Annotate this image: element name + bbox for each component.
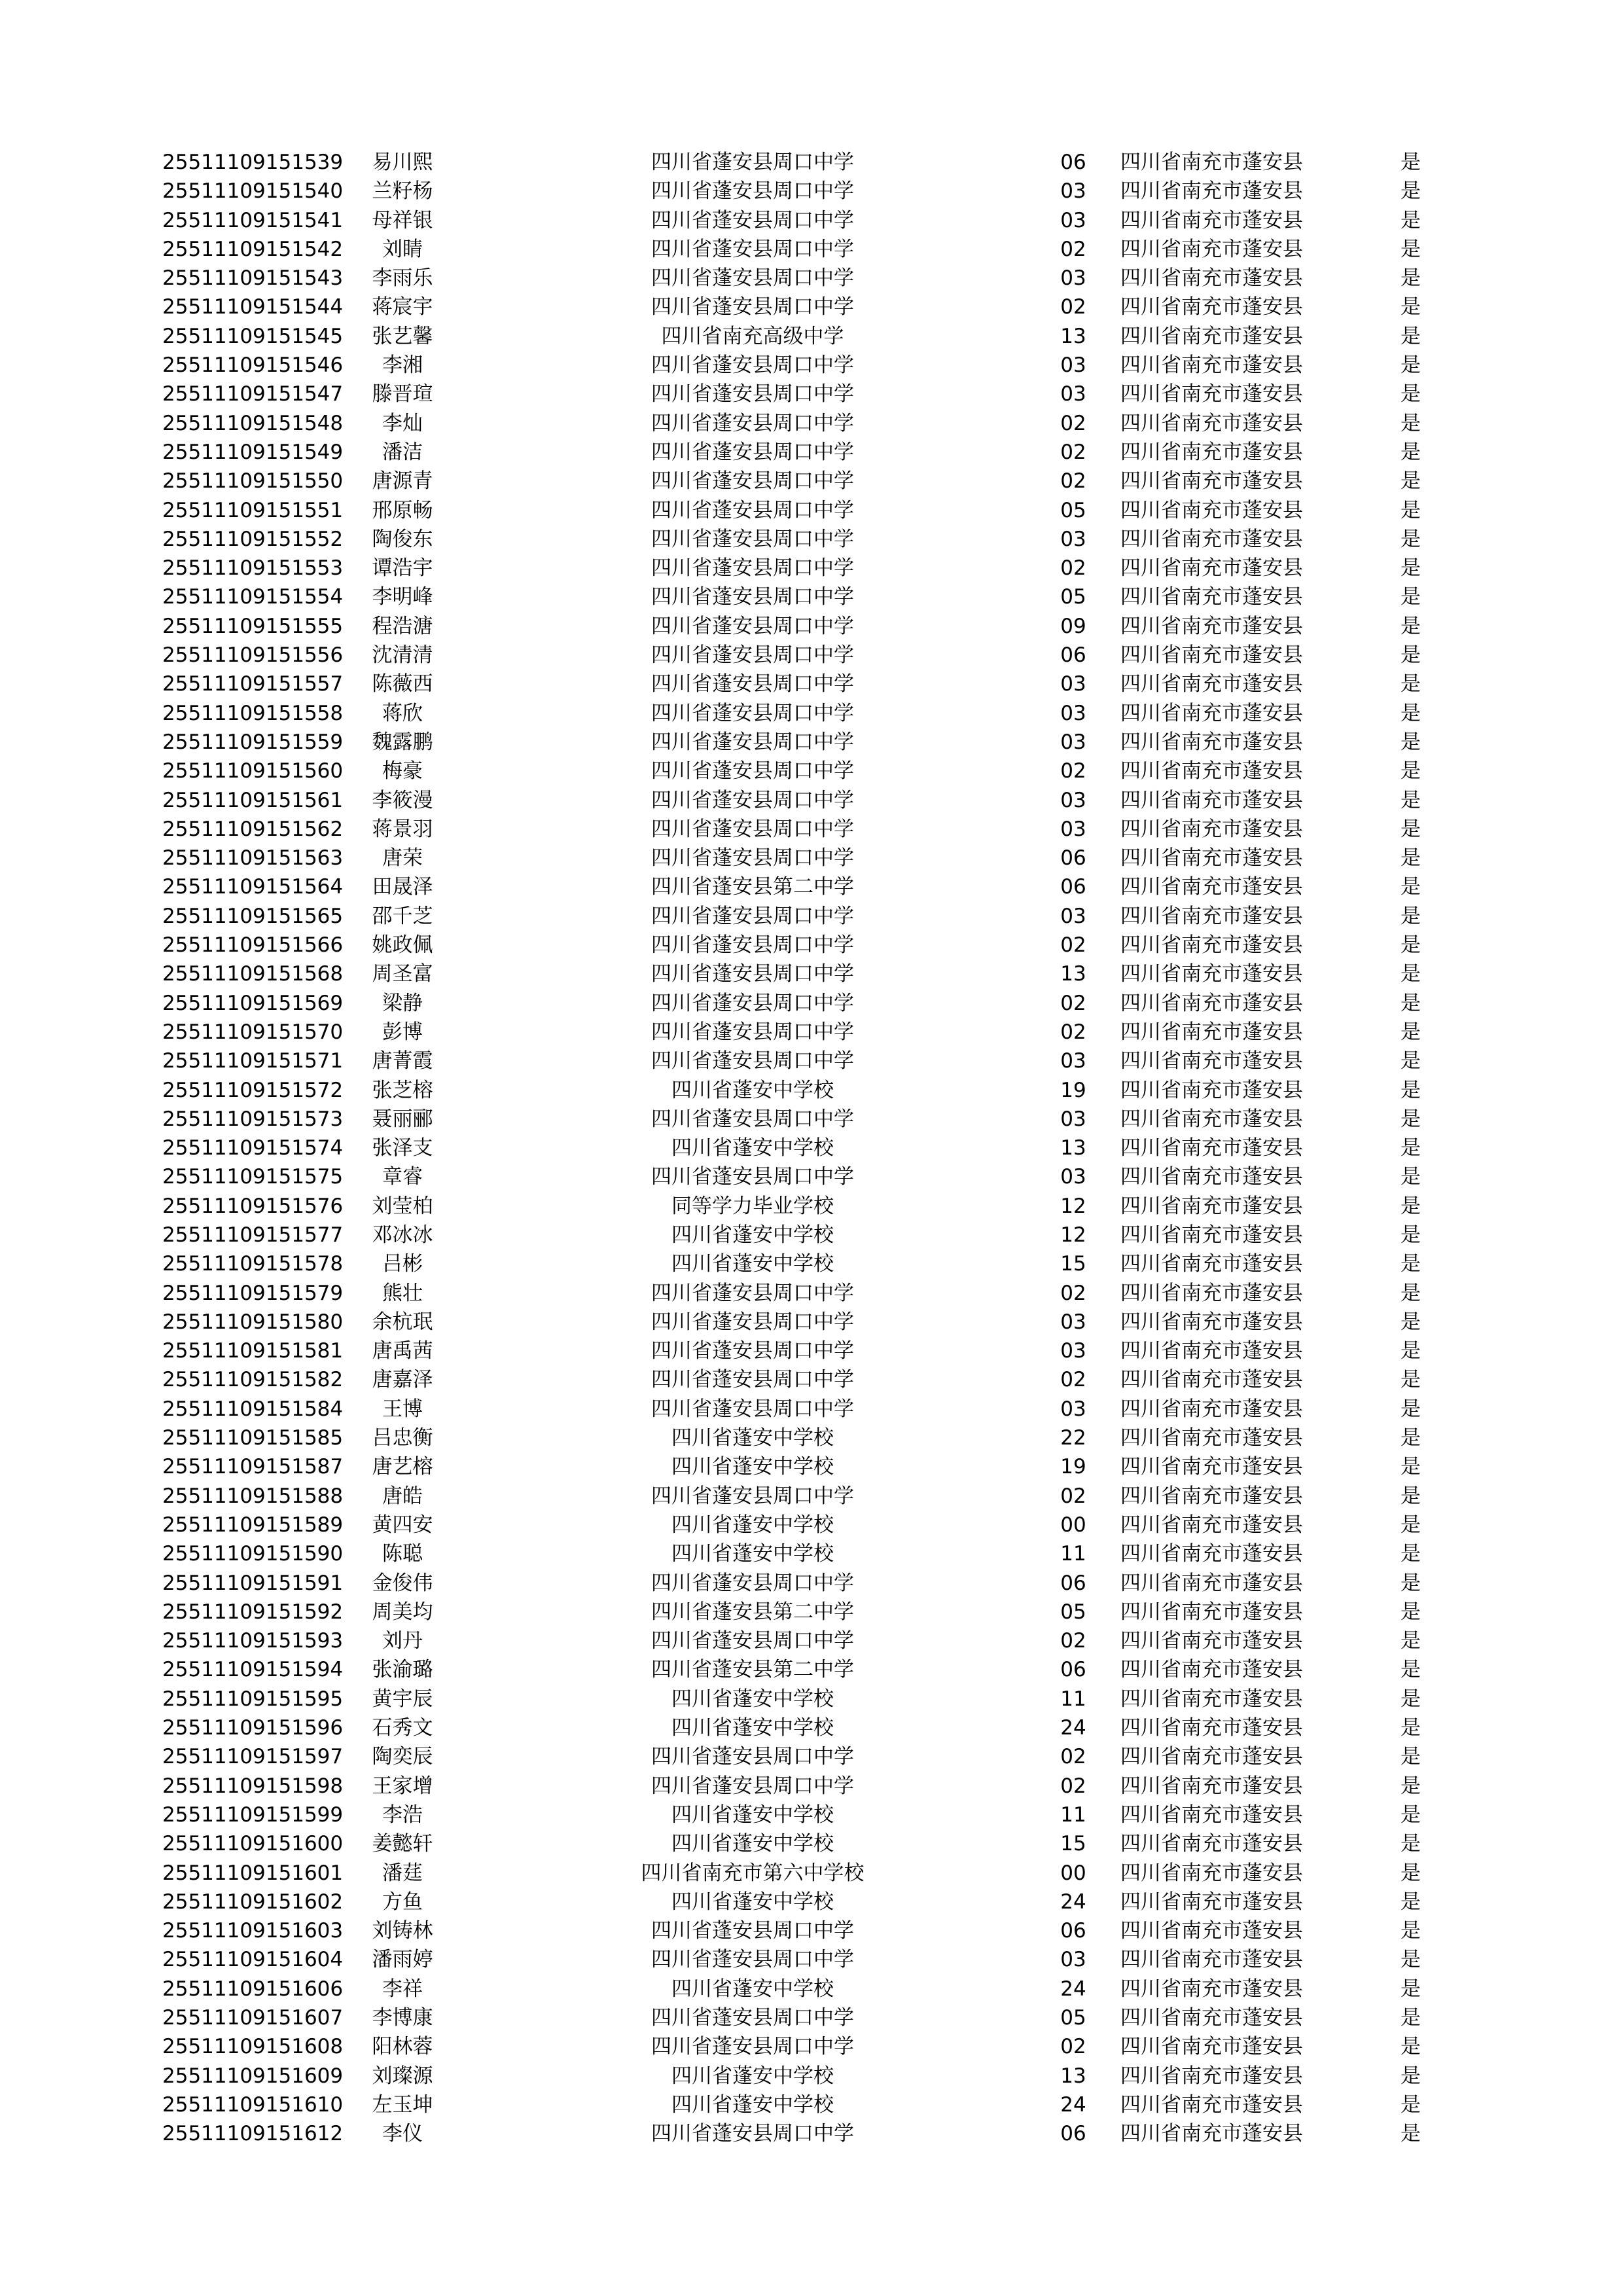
region-cell: 四川省南充市蓬安县 [1120,237,1303,261]
region-cell: 四川省南充市蓬安县 [1120,1919,1303,1943]
region-cell: 四川省南充市蓬安县 [1120,2006,1303,2030]
flag-cell: 是 [1400,672,1421,696]
region-cell: 四川省南充市蓬安县 [1120,817,1303,841]
table-row: 25511109151600 姜懿轩 四川省蓬安中学校 15 四川省南充市蓬安县 是 [0,1829,1623,1858]
record-id-cell: 25511109151609 [162,2064,344,2088]
table-row: 25511109151581 唐禹茜 四川省蓬安县周口中学 03 四川省南充市蓬安县 是 [0,1336,1623,1365]
flag-cell: 是 [1400,1658,1421,1682]
table-row: 25511109151598 王家增 四川省蓬安县周口中学 02 四川省南充市蓬安县 是 [0,1772,1623,1801]
table-row: 25511109151575 章睿 四川省蓬安县周口中学 03 四川省南充市蓬安县 是 [0,1162,1623,1191]
region-cell: 四川省南充市蓬安县 [1120,585,1303,609]
table-row: 25511109151596 石秀文 四川省蓬安中学校 24 四川省南充市蓬安县 是 [0,1713,1623,1742]
flag-cell: 是 [1400,1832,1421,1856]
record-id-cell: 25511109151590 [162,1542,344,1566]
region-cell: 四川省南充市蓬安县 [1120,1774,1303,1798]
flag-cell: 是 [1400,1368,1421,1392]
flag-cell: 是 [1400,1281,1421,1305]
flag-cell: 是 [1400,1977,1421,2001]
flag-cell: 是 [1400,266,1421,291]
flag-cell: 是 [1400,643,1421,668]
region-cell: 四川省南充市蓬安县 [1120,1600,1303,1624]
record-id-cell: 25511109151587 [162,1455,344,1479]
flag-cell: 是 [1400,1397,1421,1421]
table-row: 25511109151549 潘洁 四川省蓬安县周口中学 02 四川省南充市蓬安县 是 [0,438,1623,467]
table-row: 25511109151566 姚政佩 四川省蓬安县周口中学 02 四川省南充市蓬安县 是 [0,931,1623,960]
record-id-cell: 25511109151562 [162,817,344,841]
record-id-cell: 25511109151606 [162,1977,344,2001]
record-id-cell: 25511109151564 [162,875,344,899]
record-id-cell: 25511109151584 [162,1397,344,1421]
flag-cell: 是 [1400,846,1421,870]
table-row: 25511109151602 方鱼 四川省蓬安中学校 24 四川省南充市蓬安县 是 [0,1888,1623,1916]
table-row: 25511109151551 邢原畅 四川省蓬安县周口中学 05 四川省南充市蓬安县 是 [0,496,1623,525]
record-id-cell: 25511109151544 [162,295,344,319]
table-row: 25511109151571 唐菁霞 四川省蓬安县周口中学 03 四川省南充市蓬安县 是 [0,1047,1623,1075]
flag-cell: 是 [1400,1194,1421,1218]
region-cell: 四川省南充市蓬安县 [1120,440,1303,464]
region-cell: 四川省南充市蓬安县 [1120,991,1303,1015]
region-cell: 四川省南充市蓬安县 [1120,1716,1303,1740]
region-cell: 四川省南充市蓬安县 [1120,1687,1303,1711]
table-row: 25511109151548 李灿 四川省蓬安县周口中学 02 四川省南充市蓬安县 是 [0,409,1623,438]
flag-cell: 是 [1400,179,1421,204]
record-id-cell: 25511109151572 [162,1078,344,1102]
record-id-cell: 25511109151549 [162,440,344,464]
region-cell: 四川省南充市蓬安县 [1120,1107,1303,1131]
region-cell: 四川省南充市蓬安县 [1120,643,1303,668]
flag-cell: 是 [1400,556,1421,581]
flag-cell: 是 [1400,1745,1421,1769]
record-id-cell: 25511109151566 [162,933,344,958]
flag-cell: 是 [1400,1890,1421,1914]
flag-cell: 是 [1400,904,1421,928]
table-row: 25511109151560 梅豪 四川省蓬安县周口中学 02 四川省南充市蓬安县 是 [0,757,1623,785]
region-cell: 四川省南充市蓬安县 [1120,759,1303,783]
record-id-cell: 25511109151599 [162,1803,344,1827]
table-row: 25511109151573 聂丽郦 四川省蓬安县周口中学 03 四川省南充市蓬安县 是 [0,1105,1623,1134]
record-id-cell: 25511109151543 [162,266,344,291]
table-row: 25511109151564 田晟泽 四川省蓬安县第二中学 06 四川省南充市蓬安县 是 [0,872,1623,901]
record-id-cell: 25511109151598 [162,1774,344,1798]
record-id-cell: 25511109151545 [162,324,344,348]
table-row: 25511109151565 邵千芝 四川省蓬安县周口中学 03 四川省南充市蓬安县 是 [0,902,1623,931]
region-cell: 四川省南充市蓬安县 [1120,1803,1303,1827]
record-id-cell: 25511109151548 [162,411,344,435]
table-row: 25511109151585 吕忠衡 四川省蓬安中学校 22 四川省南充市蓬安县 是 [0,1424,1623,1452]
record-id-cell: 25511109151610 [162,2092,344,2117]
region-cell: 四川省南充市蓬安县 [1120,875,1303,899]
region-cell: 四川省南充市蓬安县 [1120,295,1303,319]
flag-cell: 是 [1400,1136,1421,1160]
region-cell: 四川省南充市蓬安县 [1120,1861,1303,1885]
record-id-cell: 25511109151592 [162,1600,344,1624]
region-cell: 四川省南充市蓬安县 [1120,324,1303,348]
table-row: 25511109151610 左玉坤 四川省蓬安中学校 24 四川省南充市蓬安县 是 [0,2090,1623,2119]
record-id-cell: 25511109151560 [162,759,344,783]
flag-cell: 是 [1400,2092,1421,2117]
flag-cell: 是 [1400,151,1421,174]
flag-cell: 是 [1400,1861,1421,1885]
flag-cell: 是 [1400,1223,1421,1247]
region-cell: 四川省南充市蓬安县 [1120,1977,1303,2001]
region-cell: 四川省南充市蓬安县 [1120,701,1303,725]
record-id-cell: 25511109151576 [162,1194,344,1218]
table-row: 25511109151547 滕晋瑄 四川省蓬安县周口中学 03 四川省南充市蓬安县 是 [0,380,1623,408]
flag-cell: 是 [1400,759,1421,783]
record-id-cell: 25511109151607 [162,2006,344,2030]
flag-cell: 是 [1400,933,1421,958]
table-row: 25511109151612 李仪 四川省蓬安县周口中学 06 四川省南充市蓬安县 是 [0,2119,1623,2148]
region-cell: 四川省南充市蓬安县 [1120,1165,1303,1189]
flag-cell: 是 [1400,1600,1421,1624]
region-cell: 四川省南充市蓬安县 [1120,1542,1303,1566]
table-row: 25511109151606 李祥 四川省蓬安中学校 24 四川省南充市蓬安县 是 [0,1975,1623,2003]
table-row: 25511109151561 李筱漫 四川省蓬安县周口中学 03 四川省南充市蓬安县 是 [0,786,1623,815]
flag-cell: 是 [1400,1426,1421,1450]
record-id-cell: 25511109151559 [162,730,344,754]
table-row: 25511109151580 余杭珉 四川省蓬安县周口中学 03 四川省南充市蓬安县 是 [0,1308,1623,1336]
table-row: 25511109151604 潘雨婷 四川省蓬安县周口中学 03 四川省南充市蓬安县 是 [0,1945,1623,1974]
flag-cell: 是 [1400,295,1421,319]
region-cell: 四川省南充市蓬安县 [1120,1571,1303,1595]
record-id-cell: 25511109151565 [162,904,344,928]
table-row: 25511109151550 唐源青 四川省蓬安县周口中学 02 四川省南充市蓬安县 是 [0,467,1623,495]
region-cell: 四川省南充市蓬安县 [1120,1078,1303,1102]
region-cell: 四川省南充市蓬安县 [1120,1948,1303,1972]
table-row: 25511109151556 沈清清 四川省蓬安县周口中学 06 四川省南充市蓬安县 是 [0,641,1623,670]
region-cell: 四川省南充市蓬安县 [1120,179,1303,204]
region-cell: 四川省南充市蓬安县 [1120,2092,1303,2117]
record-id-cell: 25511109151539 [162,151,344,174]
table-row: 25511109151595 黄宇辰 四川省蓬安中学校 11 四川省南充市蓬安县 是 [0,1685,1623,1713]
table-row: 25511109151558 蒋欣 四川省蓬安县周口中学 03 四川省南充市蓬安县 是 [0,699,1623,728]
table-row: 25511109151541 母祥银 四川省蓬安县周口中学 03 四川省南充市蓬安县 是 [0,206,1623,235]
record-id-cell: 25511109151588 [162,1484,344,1508]
table-row: 25511109151597 陶奕辰 四川省蓬安县周口中学 02 四川省南充市蓬安县 是 [0,1742,1623,1771]
flag-cell: 是 [1400,1629,1421,1653]
region-cell: 四川省南充市蓬安县 [1120,1629,1303,1653]
record-id-cell: 25511109151608 [162,2035,344,2059]
region-cell: 四川省南充市蓬安县 [1120,1426,1303,1450]
flag-cell: 是 [1400,1948,1421,1972]
record-id-cell: 25511109151604 [162,1948,344,1972]
flag-cell: 是 [1400,1252,1421,1276]
table-row: 25511109151599 李浩 四川省蓬安中学校 11 四川省南充市蓬安县 是 [0,1801,1623,1829]
region-cell: 四川省南充市蓬安县 [1120,556,1303,581]
region-cell: 四川省南充市蓬安县 [1120,1223,1303,1247]
table-row: 25511109151608 阳林蓉 四川省蓬安县周口中学 02 四川省南充市蓬安县 是 [0,2032,1623,2061]
flag-cell: 是 [1400,788,1421,812]
record-id-cell: 25511109151594 [162,1658,344,1682]
record-id-cell: 25511109151580 [162,1310,344,1334]
record-id-cell: 25511109151554 [162,585,344,609]
record-id-cell: 25511109151571 [162,1049,344,1073]
table-row: 25511109151544 蒋宸宇 四川省蓬安县周口中学 02 四川省南充市蓬安县 是 [0,293,1623,321]
flag-cell: 是 [1400,498,1421,522]
region-cell: 四川省南充市蓬安县 [1120,1745,1303,1769]
flag-cell: 是 [1400,585,1421,609]
flag-cell: 是 [1400,817,1421,841]
flag-cell: 是 [1400,730,1421,754]
region-cell: 四川省南充市蓬安县 [1120,1252,1303,1276]
region-cell: 四川省南充市蓬安县 [1120,1513,1303,1537]
table-row: 25511109151601 潘莛 四川省南充市第六中学校 00 四川省南充市蓬安县 是 [0,1859,1623,1888]
flag-cell: 是 [1400,1339,1421,1363]
record-id-cell: 25511109151573 [162,1107,344,1131]
flag-cell: 是 [1400,2006,1421,2030]
table-row: 25511109151578 吕彬 四川省蓬安中学校 15 四川省南充市蓬安县 是 [0,1249,1623,1278]
flag-cell: 是 [1400,1165,1421,1189]
record-id-cell: 25511109151589 [162,1513,344,1537]
flag-cell: 是 [1400,440,1421,464]
flag-cell: 是 [1400,875,1421,899]
flag-cell: 是 [1400,1310,1421,1334]
table-row: 25511109151587 唐艺榕 四川省蓬安中学校 19 四川省南充市蓬安县 是 [0,1452,1623,1481]
table-row: 25511109151543 李雨乐 四川省蓬安县周口中学 03 四川省南充市蓬安县 是 [0,264,1623,293]
region-cell: 四川省南充市蓬安县 [1120,846,1303,870]
flag-cell: 是 [1400,353,1421,378]
record-id-cell: 25511109151575 [162,1165,344,1189]
table-row: 25511109151594 张渝璐 四川省蓬安县第二中学 06 四川省南充市蓬安县 是 [0,1655,1623,1684]
table-row: 25511109151576 刘莹柏 同等学力毕业学校 12 四川省南充市蓬安县 是 [0,1192,1623,1221]
flag-cell: 是 [1400,962,1421,986]
record-id-cell: 25511109151542 [162,237,344,261]
table-row: 25511109151579 熊壮 四川省蓬安县周口中学 02 四川省南充市蓬安县 是 [0,1279,1623,1308]
record-id-cell: 25511109151555 [162,614,344,638]
flag-cell: 是 [1400,1774,1421,1798]
record-id-cell: 25511109151602 [162,1890,344,1914]
table-row: 25511109151554 李明峰 四川省蓬安县周口中学 05 四川省南充市蓬安县 是 [0,583,1623,611]
table-row: 25511109151557 陈薇西 四川省蓬安县周口中学 03 四川省南充市蓬安县 是 [0,670,1623,698]
flag-cell: 是 [1400,1484,1421,1508]
flag-cell: 是 [1400,1078,1421,1102]
table-row: 25511109151603 刘铸林 四川省蓬安县周口中学 06 四川省南充市蓬安县 是 [0,1916,1623,1945]
region-cell: 四川省南充市蓬安县 [1120,1194,1303,1218]
record-id-cell: 25511109151563 [162,846,344,870]
region-cell: 四川省南充市蓬安县 [1120,1310,1303,1334]
record-id-cell: 25511109151579 [162,1281,344,1305]
flag-cell: 是 [1400,382,1421,406]
region-cell: 四川省南充市蓬安县 [1120,2122,1303,2146]
flag-cell: 是 [1400,991,1421,1015]
table-row: 25511109151555 程浩溏 四川省蓬安县周口中学 09 四川省南充市蓬安县 是 [0,612,1623,641]
flag-cell: 是 [1400,1803,1421,1827]
flag-cell: 是 [1400,1542,1421,1566]
region-cell: 四川省南充市蓬安县 [1120,672,1303,696]
flag-cell: 是 [1400,527,1421,551]
record-table [0,148,1623,2148]
table-row: 25511109151590 陈聪 四川省蓬安中学校 11 四川省南充市蓬安县 是 [0,1539,1623,1568]
flag-cell: 是 [1400,208,1421,232]
region-cell: 四川省南充市蓬安县 [1120,1281,1303,1305]
flag-cell: 是 [1400,1919,1421,1943]
record-id-cell: 25511109151553 [162,556,344,581]
region-cell: 四川省南充市蓬安县 [1120,498,1303,522]
region-cell: 四川省南充市蓬安县 [1120,1484,1303,1508]
table-row: 25511109151607 李博康 四川省蓬安县周口中学 05 四川省南充市蓬安县 是 [0,2003,1623,2032]
record-id-cell: 25511109151556 [162,643,344,668]
flag-cell: 是 [1400,1687,1421,1711]
table-row: 25511109151563 唐荣 四川省蓬安县周口中学 06 四川省南充市蓬安县 是 [0,844,1623,872]
record-id-cell: 25511109151541 [162,208,344,232]
record-id-cell: 25511109151558 [162,701,344,725]
table-row: 25511109151609 刘璨源 四川省蓬安中学校 13 四川省南充市蓬安县 是 [0,2062,1623,2090]
flag-cell: 是 [1400,1513,1421,1537]
region-cell: 四川省南充市蓬安县 [1120,208,1303,232]
flag-cell: 是 [1400,237,1421,261]
record-id-cell: 25511109151591 [162,1571,344,1595]
record-id-cell: 25511109151546 [162,353,344,378]
region-cell: 四川省南充市蓬安县 [1120,353,1303,378]
record-id-cell: 25511109151547 [162,382,344,406]
region-cell: 四川省南充市蓬安县 [1120,151,1303,174]
table-row: 25511109151552 陶俊东 四川省蓬安县周口中学 03 四川省南充市蓬安县 是 [0,525,1623,554]
region-cell: 四川省南充市蓬安县 [1120,469,1303,493]
record-id-cell: 25511109151561 [162,788,344,812]
region-cell: 四川省南充市蓬安县 [1120,266,1303,291]
region-cell: 四川省南充市蓬安县 [1120,1339,1303,1363]
region-cell: 四川省南充市蓬安县 [1120,1890,1303,1914]
record-id-cell: 25511109151557 [162,672,344,696]
flag-cell: 是 [1400,1049,1421,1073]
region-cell: 四川省南充市蓬安县 [1120,730,1303,754]
table-row: 25511109151593 刘丹 四川省蓬安县周口中学 02 四川省南充市蓬安县 是 [0,1626,1623,1655]
region-cell: 四川省南充市蓬安县 [1120,1397,1303,1421]
record-id-cell: 25511109151551 [162,498,344,522]
flag-cell: 是 [1400,469,1421,493]
flag-cell: 是 [1400,1455,1421,1479]
table-row: 25511109151592 周美均 四川省蓬安县第二中学 05 四川省南充市蓬安县 是 [0,1598,1623,1626]
region-cell: 四川省南充市蓬安县 [1120,614,1303,638]
table-row: 25511109151545 张艺馨 四川省南充高级中学 13 四川省南充市蓬安县 是 [0,322,1623,351]
region-cell: 四川省南充市蓬安县 [1120,788,1303,812]
region-cell: 四川省南充市蓬安县 [1120,962,1303,986]
record-id-cell: 25511109151600 [162,1832,344,1856]
flag-cell: 是 [1400,1107,1421,1131]
record-id-cell: 25511109151570 [162,1020,344,1044]
table-row: 25511109151574 张泽支 四川省蓬安中学校 13 四川省南充市蓬安县 是 [0,1134,1623,1162]
region-cell: 四川省南充市蓬安县 [1120,382,1303,406]
record-id-cell: 25511109151596 [162,1716,344,1740]
table-row: 25511109151542 刘睛 四川省蓬安县周口中学 02 四川省南充市蓬安县 是 [0,235,1623,264]
table-row: 25511109151559 魏露鹏 四川省蓬安县周口中学 03 四川省南充市蓬安县 是 [0,728,1623,757]
region-cell: 四川省南充市蓬安县 [1120,933,1303,958]
record-id-cell: 25511109151569 [162,991,344,1015]
region-cell: 四川省南充市蓬安县 [1120,1020,1303,1044]
table-row: 25511109151570 彭博 四川省蓬安县周口中学 02 四川省南充市蓬安县 是 [0,1018,1623,1047]
record-id-cell: 25511109151597 [162,1745,344,1769]
table-row: 25511109151546 李湘 四川省蓬安县周口中学 03 四川省南充市蓬安县 是 [0,351,1623,380]
record-id-cell: 25511109151540 [162,179,344,204]
region-cell: 四川省南充市蓬安县 [1120,1368,1303,1392]
record-id-cell: 25511109151601 [162,1861,344,1885]
region-cell: 四川省南充市蓬安县 [1120,2064,1303,2088]
table-row: 25511109151572 张芝榕 四川省蓬安中学校 19 四川省南充市蓬安县 是 [0,1076,1623,1105]
region-cell: 四川省南充市蓬安县 [1120,2035,1303,2059]
record-id-cell: 25511109151593 [162,1629,344,1653]
flag-cell: 是 [1400,324,1421,348]
region-cell: 四川省南充市蓬安县 [1120,527,1303,551]
record-id-cell: 25511109151550 [162,469,344,493]
table-row: 25511109151584 王博 四川省蓬安县周口中学 03 四川省南充市蓬安县 是 [0,1395,1623,1424]
table-row: 25511109151582 唐嘉泽 四川省蓬安县周口中学 02 四川省南充市蓬安县 是 [0,1365,1623,1394]
record-id-cell: 25511109151568 [162,962,344,986]
table-row: 25511109151553 谭浩宇 四川省蓬安县周口中学 02 四川省南充市蓬安县 是 [0,554,1623,583]
table-row: 25511109151540 兰籽杨 四川省蓬安县周口中学 03 四川省南充市蓬安县 是 [0,177,1623,206]
region-cell: 四川省南充市蓬安县 [1120,1049,1303,1073]
region-cell: 四川省南充市蓬安县 [1120,411,1303,435]
record-id-cell: 25511109151595 [162,1687,344,1711]
table-row: 25511109151568 周圣富 四川省蓬安县周口中学 13 四川省南充市蓬安县 是 [0,960,1623,988]
record-id-cell: 25511109151582 [162,1368,344,1392]
record-id-cell: 25511109151612 [162,2122,344,2146]
flag-cell: 是 [1400,1020,1421,1044]
region-cell: 四川省南充市蓬安县 [1120,1455,1303,1479]
record-id-cell: 25511109151603 [162,1919,344,1943]
record-id-cell: 25511109151577 [162,1223,344,1247]
record-id-cell: 25511109151585 [162,1426,344,1450]
table-row: 25511109151562 蒋景羽 四川省蓬安县周口中学 03 四川省南充市蓬安县 是 [0,815,1623,844]
region-cell: 四川省南充市蓬安县 [1120,904,1303,928]
table-row: 25511109151569 梁静 四川省蓬安县周口中学 02 四川省南充市蓬安县 是 [0,989,1623,1018]
flag-cell: 是 [1400,1716,1421,1740]
flag-cell: 是 [1400,2122,1421,2146]
flag-cell: 是 [1400,1571,1421,1595]
flag-cell: 是 [1400,411,1421,435]
region-cell: 四川省南充市蓬安县 [1120,1658,1303,1682]
flag-cell: 是 [1400,2035,1421,2059]
table-row: 25511109151588 唐皓 四川省蓬安县周口中学 02 四川省南充市蓬安县 是 [0,1482,1623,1511]
flag-cell: 是 [1400,701,1421,725]
table-row: 25511109151589 黄四安 四川省蓬安中学校 00 四川省南充市蓬安县 是 [0,1511,1623,1539]
record-id-cell: 25511109151574 [162,1136,344,1160]
table-row: 25511109151577 邓冰冰 四川省蓬安中学校 12 四川省南充市蓬安县 是 [0,1221,1623,1249]
region-cell: 四川省南充市蓬安县 [1120,1832,1303,1856]
record-id-cell: 25511109151578 [162,1252,344,1276]
record-id-cell: 25511109151581 [162,1339,344,1363]
flag-cell: 是 [1400,614,1421,638]
flag-cell: 是 [1400,2064,1421,2088]
record-id-cell: 25511109151552 [162,527,344,551]
region-cell: 四川省南充市蓬安县 [1120,1136,1303,1160]
table-row: 25511109151591 金俊伟 四川省蓬安县周口中学 06 四川省南充市蓬安县 是 [0,1569,1623,1598]
table-row: 25511109151539 易川熙 四川省蓬安县周口中学 06 四川省南充市蓬安县 是 [0,148,1623,177]
